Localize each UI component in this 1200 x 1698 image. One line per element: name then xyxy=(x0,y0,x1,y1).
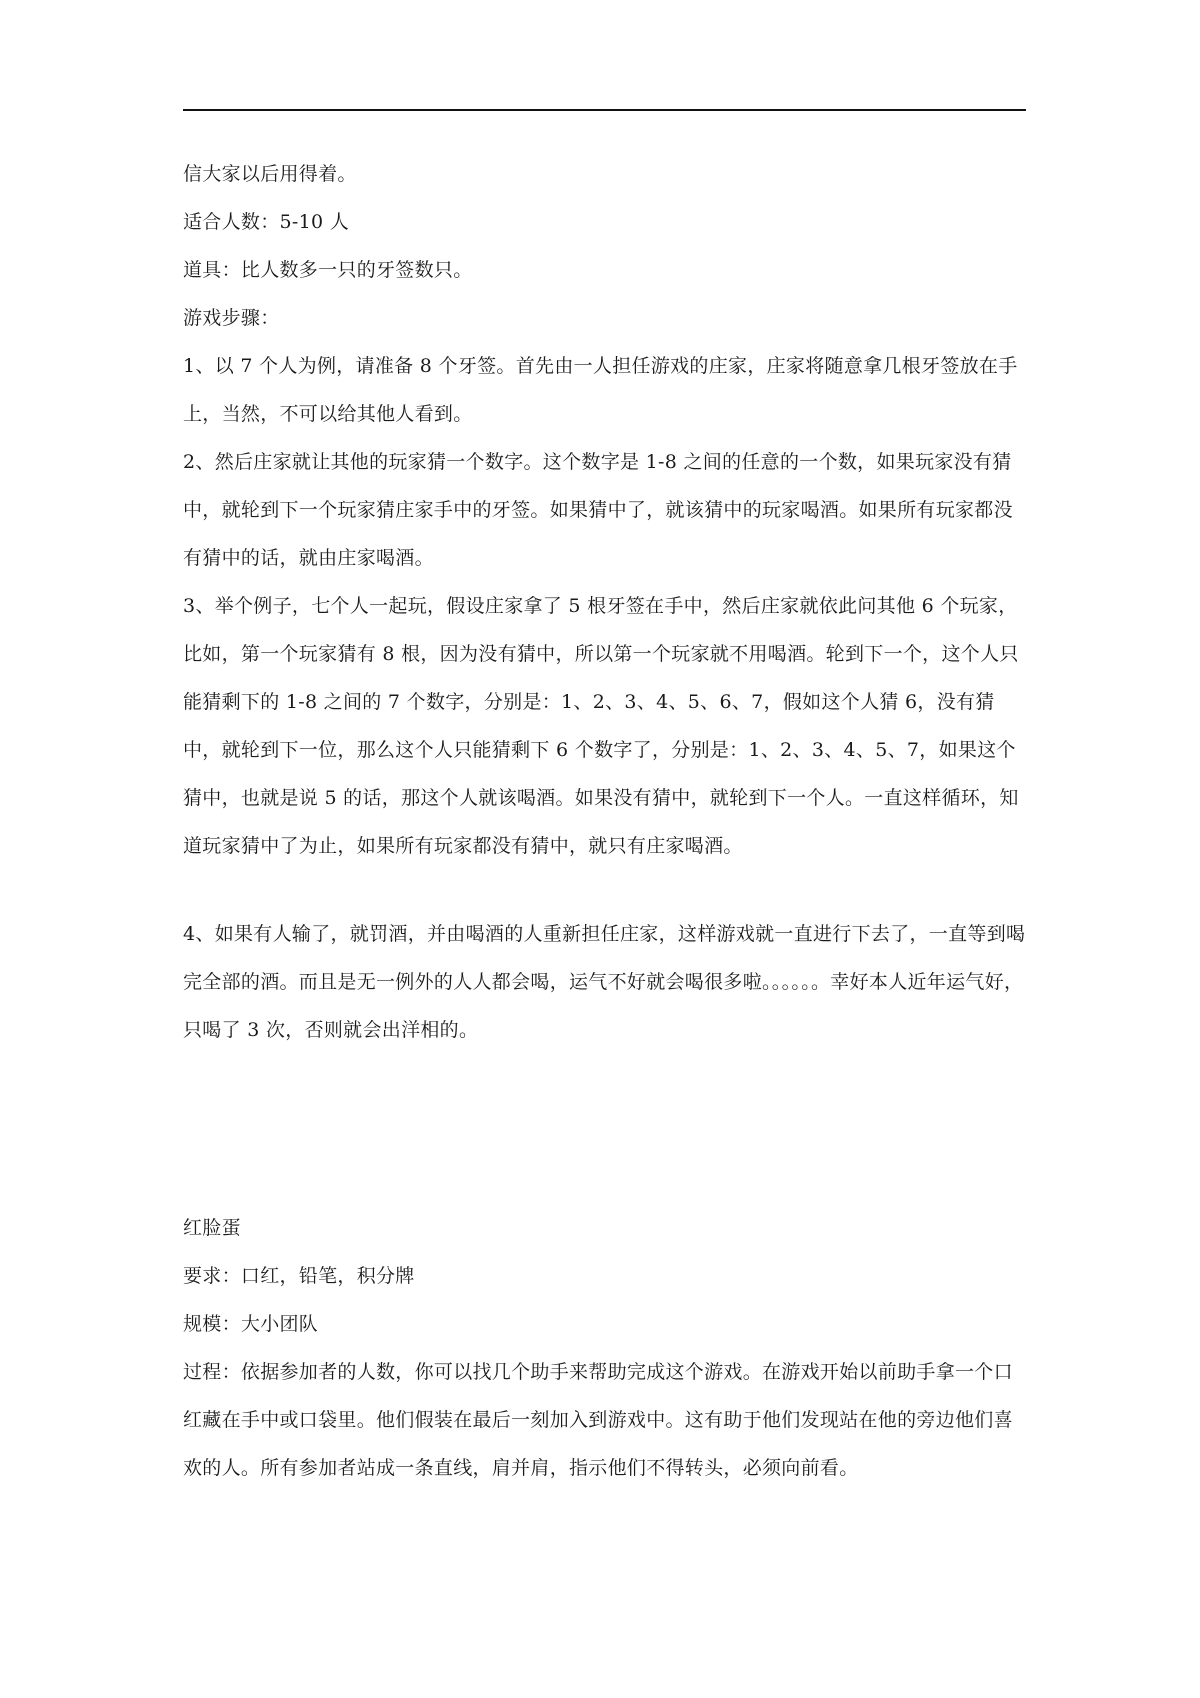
paragraph: 游戏步骤： xyxy=(183,307,280,329)
paragraph: 适合人数：5-10 人 xyxy=(183,211,350,233)
paragraph: 要求：口红，铅笔，积分牌 xyxy=(183,1265,415,1287)
paragraph: 道具：比人数多一只的牙签数只。 xyxy=(183,259,473,281)
paragraph: 规模：大小团队 xyxy=(183,1313,319,1335)
section-title: 红脸蛋 xyxy=(183,1217,241,1239)
spacer xyxy=(183,1054,1026,1204)
header-rule xyxy=(183,109,1026,111)
paragraph: 2、然后庄家就让其他的玩家猜一个数字。这个数字是 1-8 之间的任意的一个数，如果玩家没有猜中，就轮到下一个玩家猜庄家手中的牙签。如果猜中了，就该猜中的玩家喝酒。如果所有玩家都没有猜中的话，就由庄家喝酒。 xyxy=(183,451,1013,569)
paragraph: 过程：依据参加者的人数，你可以找几个助手来帮助完成这个游戏。在游戏开始以前助手拿一个口红藏在手中或口袋里。他们假装在最后一刻加入到游戏中。这有助于他们发现站在他的旁边他们喜欢的人。所有参加者站成一条直线，肩并肩，指示他们不得转头，必须向前看。 xyxy=(183,1361,1013,1479)
spacer xyxy=(183,870,1026,910)
paragraph: 1、以 7 个人为例，请准备 8 个牙签。首先由一人担任游戏的庄家，庄家将随意拿几根牙签放在手上，当然，不可以给其他人看到。 xyxy=(183,355,1018,425)
paragraph: 4、如果有人输了，就罚酒，并由喝酒的人重新担任庄家，这样游戏就一直进行下去了，一直等到喝完全部的酒。而且是无一例外的人人都会喝，运气不好就会喝很多啦。。。。。。幸好本人近年运气好，只喝了 3 次，否则就会出洋相的。 xyxy=(183,923,1026,1041)
paragraph: 信大家以后用得着。 xyxy=(183,163,357,185)
document-body xyxy=(183,150,1026,1492)
paragraph: 3、举个例子，七个人一起玩，假设庄家拿了 5 根牙签在手中，然后庄家就依此问其他 6 个玩家，比如，第一个玩家猜有 8 根，因为没有猜中，所以第一个玩家就不用喝酒。轮到下一个，这个人只能猜剩下的 1-8 之间的 7 个数字，分别是：1、2、3、4、5、6、7，假如这个人猜 6，没有猜中，就轮到下一位，那么这个人只能猜剩下 6 个数字了，分别是：1、2、3、4、5、7，如果这个猜中，也就是说 5 的话，那这个人就该喝酒。如果没有猜中，就轮到下一个人。一直这样循环，知道玩家猜中了为止，如果所有玩家都没有猜中，就只有庄家喝酒。 xyxy=(183,595,1019,857)
